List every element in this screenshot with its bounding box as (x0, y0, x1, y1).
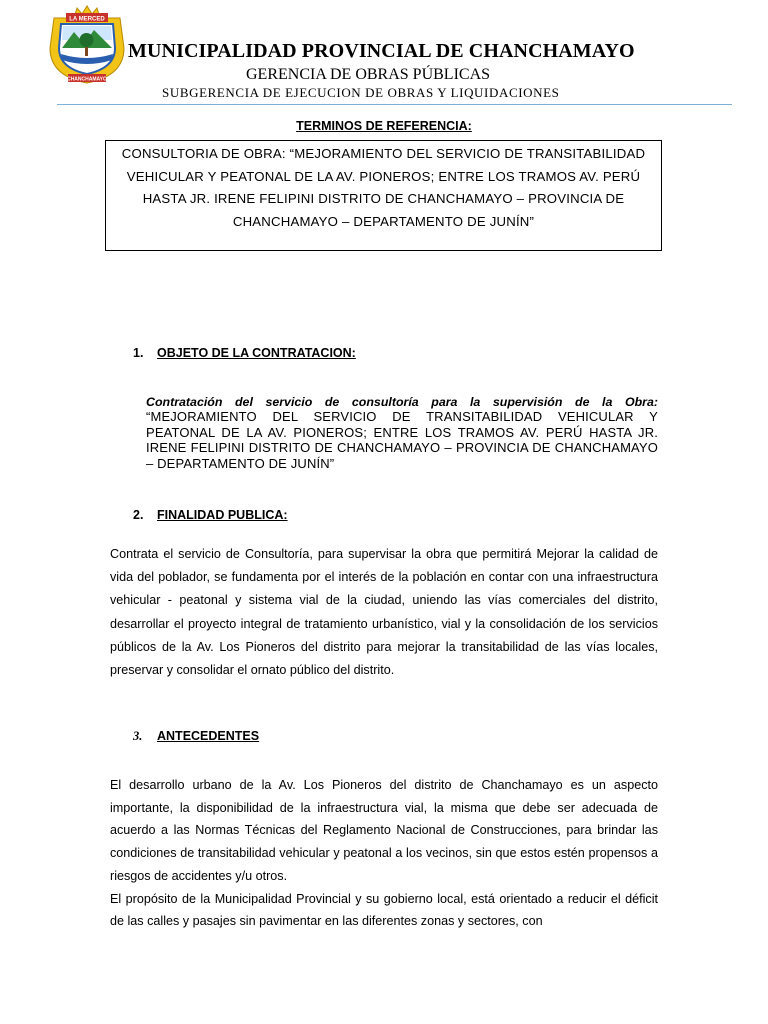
section-3-number: 3. (133, 729, 143, 743)
section-1-title: OBJETO DE LA CONTRATACION: (157, 346, 356, 360)
municipal-crest-logo (44, 4, 130, 84)
section-3-title: ANTECEDENTES (157, 729, 260, 743)
section-3-body (110, 774, 658, 933)
municipality-heading: MUNICIPALIDAD PROVINCIAL DE CHANCHAMAYO (128, 40, 635, 62)
section-1-intro: Contratación del servicio de consultoría para la supervisión de la Obra: (146, 395, 658, 409)
project-name-text: CONSULTORIA DE OBRA: “MEJORAMIENTO DEL SERVICIO DE TRANSITABILIDAD VEHICULAR Y PEATONAL DE LA AV. PIONEROS; ENTRE LOS TRAMOS AV. PERÚ HASTA JR. IRENE FELIPINI DISTRITO DE CHANCHAMAYO – PROVINCIA DE CHANCHAMAYO – DEPARTAMENTO DE JUNÍN” (121, 146, 646, 229)
section-1-number: 1. (133, 346, 144, 360)
gerencia-heading: GERENCIA DE OBRAS PÚBLICAS (246, 66, 491, 83)
section-2-title: FINALIDAD PUBLICA: (157, 508, 288, 522)
section-2-body: Contrata el servicio de Consultoría, para supervisar la obra que permitirá Mejorar la calidad de vida del poblador, se fundamenta por el interés de la población en contar con una infraestructura vehicular - peatonal y sistema vial de la ciudad, uniendo las vías comerciales del distrito, desarrollar el proyecto integral de tratamiento urbanístico, vial y la consolidación de los servicios públicos de la Av. Los Pioneros del distrito para mejorar la transitabilidad de las vías locales, preservar y consolidar el ornato público del distrito. (110, 547, 658, 678)
section-2-number: 2. (133, 508, 144, 522)
subgerencia-heading: SUBGERENCIA DE EJECUCION DE OBRAS Y LIQUIDACIONES (162, 85, 560, 100)
section-3-paragraph: El desarrollo urbano de la Av. Los Pioneros del distrito de Chanchamayo es un aspecto importante, la disponibilidad de la infraestructura vial, la misma que debe ser adecuada de acuerdo a las Normas Técnicas del Reglamento Nacional de Construcciones, para brindar las condiciones de transitabilidad vehicular y peatonal a los vecinos, sin que estos estén propensos a riesgos de accidentes y/u otros. (110, 778, 658, 883)
section-1-body: “MEJORAMIENTO DEL SERVICIO DE TRANSITABILIDAD VEHICULAR Y PEATONAL DE LA AV. PIONEROS; ENTRE LOS TRAMOS AV. PERÚ HASTA JR. IRENE FELIPINI DISTRITO DE CHANCHAMAYO – PROVINCIA DE CHANCHAMAYO – DEPARTAMENTO DE JUNÍN” (146, 409, 658, 471)
crest-text-bottom: CHANCHAMAYO (67, 76, 107, 83)
section-3-paragraph: El propósito de la Municipalidad Provincial y su gobierno local, está orientado a reducir el déficit de las calles y pasajes sin pavimentar en las diferentes zonas y sectores, con (110, 891, 658, 929)
crest-text-top: LA MERCED (69, 16, 105, 23)
header-divider (57, 104, 732, 105)
document-title: TERMINOS DE REFERENCIA: (296, 119, 472, 133)
